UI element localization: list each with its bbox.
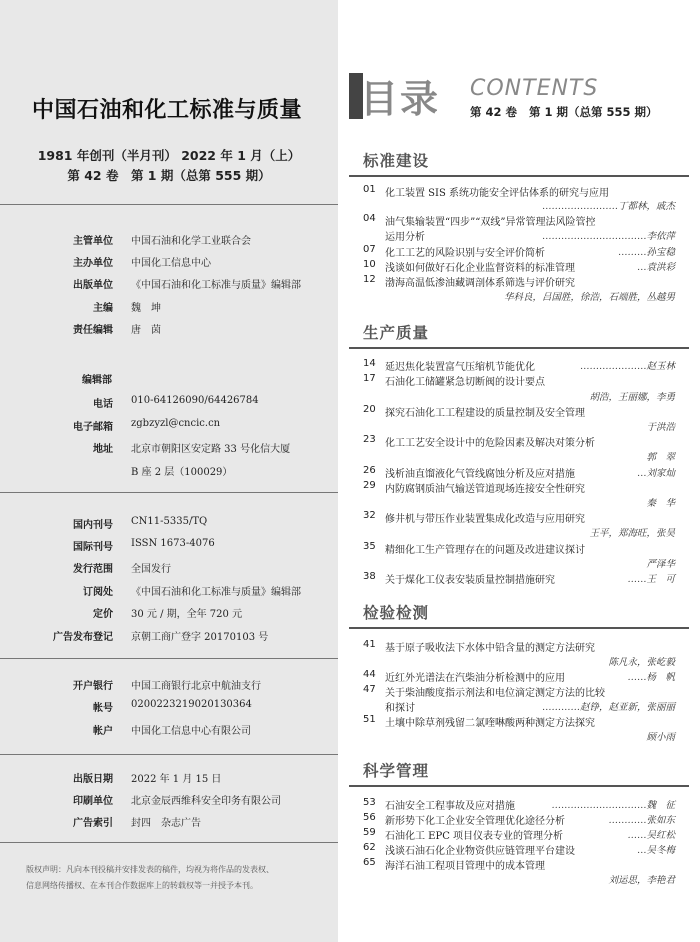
publication-row: 定价 30 元 / 期，全年 720 元 [93, 609, 243, 620]
publication-row: 订阅处 《中国石油和化工标准与质量》编辑部 [83, 587, 301, 598]
section-rule [349, 785, 689, 787]
toc-author: 郭 翠 [646, 452, 675, 463]
contents-issue-line: 第 42 卷 第 1 期（总第 555 期） [470, 105, 658, 119]
masthead-row: 主办单位 中国化工信息中心 [73, 258, 211, 269]
volume-issue: 第 42 卷 第 1 期（总第 555 期） [67, 168, 271, 183]
printing-row: 广告索引 封四 杂志广告 [73, 818, 201, 829]
contents-title-en: CONTENTS [470, 76, 599, 101]
copyright-notice: 版权声明：凡向本刊投稿并安排发表的稿件，均视为将作品的发表权、 信息网络传播权、在本刊合作数据库上的转载权等一并授予本刊。 [26, 865, 274, 890]
toc-author: 严泽华 [646, 559, 675, 570]
publication-row: 国际刊号 ISSN 1673-4076 [73, 538, 215, 553]
section-rule [349, 175, 689, 177]
toc-author: 于洪浩 [646, 422, 675, 433]
toc-author: 华科良，吕国胜，徐浩，石端胜，丛越男 [503, 292, 675, 303]
toc-author: 胡浩，王丽娜，李勇 [589, 392, 675, 403]
masthead-row: 责任编辑 唐 茵 [73, 325, 161, 336]
publication-row: 广告发布登记 京朝工商广登字 20170103 号 [53, 632, 269, 643]
email-row: 电子邮箱 zgbzyzl@cncic.cn [73, 418, 221, 433]
section-title: 科学管理 [363, 762, 430, 780]
address-line2: B 座 2 层（100029） [131, 467, 233, 478]
bank-row: 开户银行 中国工商银行北京中航油支行 [73, 681, 261, 692]
printing-row: 印刷单位 北京金辰西维科安全印务有限公司 [73, 796, 281, 807]
divider [0, 658, 338, 659]
printing-row: 出版日期 2022 年 1 月 15 日 [73, 774, 222, 785]
bank-row: 帐号 0200223219020130364 [93, 699, 252, 714]
section-title: 检验检测 [363, 604, 430, 622]
contents-title-cn: 目录 [360, 77, 441, 121]
toc-author: ……………………丁都林，戚杰 [541, 201, 675, 212]
section-rule [349, 627, 689, 629]
masthead-row: 主管单位 中国石油和化学工业联合会 [73, 236, 251, 247]
publication-row: 发行范围 全国发行 [73, 564, 171, 575]
toc-author: 陈凡永，张屹毅 [608, 657, 675, 668]
section-title: 生产质量 [363, 324, 430, 342]
masthead-row: 主编 魏 坤 [93, 303, 161, 314]
section-title: 标准建设 [363, 152, 430, 170]
toc-author: 秦 华 [646, 498, 675, 509]
address-row: 地址 北京市朝阳区安定路 33 号化信大厦 [93, 444, 291, 455]
journal-title: 中国石油和化工标准与质量 [32, 98, 303, 123]
founding-info: 1981 年创刊（半月刊） 2022 年 1 月（上） [37, 148, 301, 163]
toc-author: 顾小雨 [646, 732, 675, 743]
section-rule [349, 347, 689, 349]
divider [0, 754, 338, 755]
divider [0, 492, 338, 493]
toc-author: 王平，郑海旺，张昊 [589, 528, 675, 539]
masthead-row: 出版单位 《中国石油和化工标准与质量》编辑部 [73, 280, 301, 291]
divider [0, 204, 338, 205]
toc-author: 刘运思，李艳君 [608, 875, 675, 886]
bank-row: 帐户 中国化工信息中心有限公司 [93, 726, 251, 737]
phone-row: 电话 010-64126090/64426784 [93, 395, 259, 410]
publication-row: 国内刊号 CN11-5335/TQ [73, 516, 208, 531]
divider [0, 842, 338, 843]
editorial-dept-label: 编辑部 [82, 375, 112, 386]
